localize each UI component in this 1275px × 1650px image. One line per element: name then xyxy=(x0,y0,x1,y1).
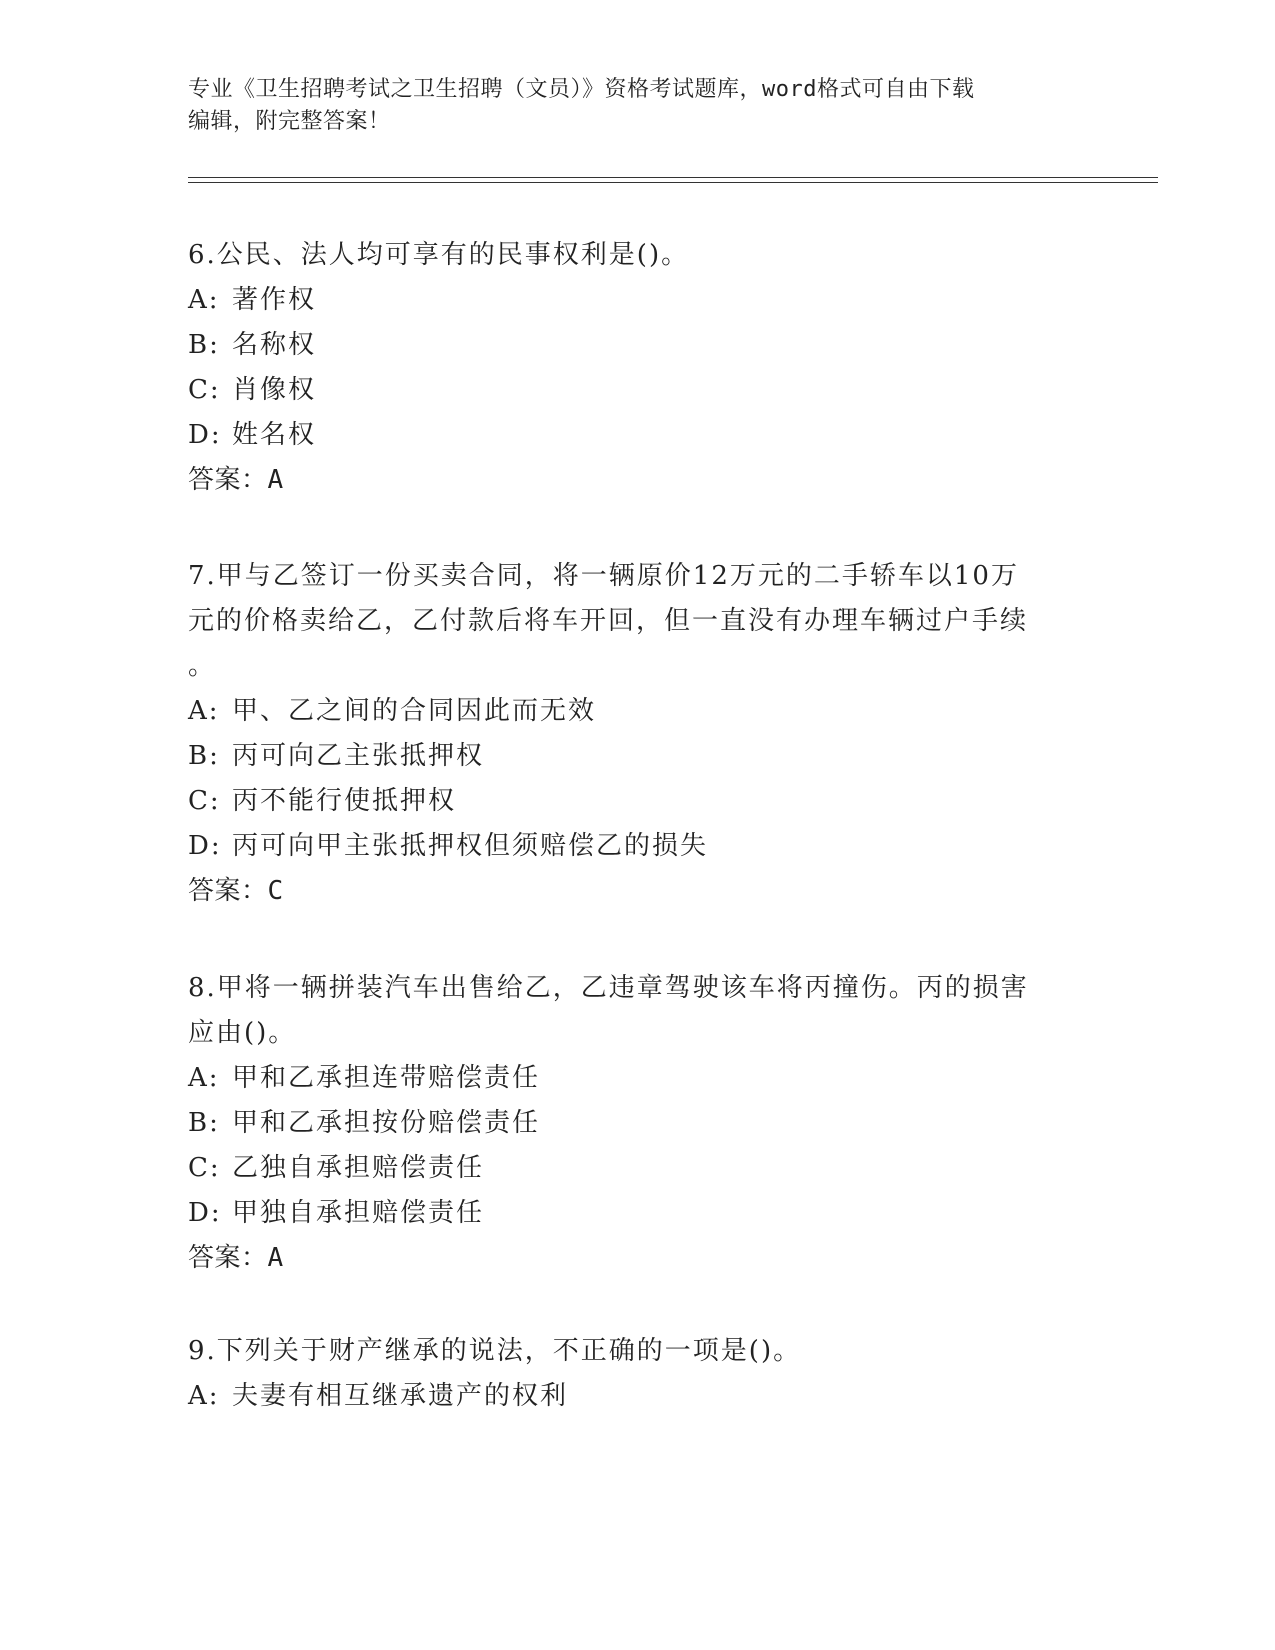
option-c xyxy=(188,779,1068,824)
option-text: 夫妻有相互继承遗产的权利 xyxy=(232,1381,569,1411)
option-text: 甲和乙承担连带赔偿责任 xyxy=(232,1063,541,1093)
question-stem: 9.下列关于财产继承的说法，不正确的一项是()。 xyxy=(188,1336,802,1366)
option-label: A: xyxy=(188,696,220,726)
option-label: A: xyxy=(188,285,220,315)
header-line-1: 专业《卫生招聘考试之卫生招聘（文员）》资格考试题库，word格式可自由下载 xyxy=(188,77,975,102)
option-text: 丙可向甲主张抵押权但须赔偿乙的损失 xyxy=(232,831,709,861)
question-stem-line-3: 。 xyxy=(188,651,217,681)
option-a xyxy=(188,689,1068,734)
question-stem-line-1: 7.甲与乙签订一份买卖合同，将一辆原价12万元的二手轿车以10万 xyxy=(188,561,1019,591)
document-header xyxy=(188,74,1068,138)
option-label: B: xyxy=(188,1108,220,1138)
option-c xyxy=(188,1146,1068,1191)
question-stem: 6.公民、法人均可享有的民事权利是()。 xyxy=(188,240,690,270)
option-text: 乙独自承担赔偿责任 xyxy=(232,1153,485,1183)
question-7 xyxy=(188,554,1068,914)
header-line-2: 编辑，附完整答案！ xyxy=(188,109,391,134)
answer-line: 答案：C xyxy=(188,876,284,906)
option-text: 甲、乙之间的合同因此而无效 xyxy=(232,696,597,726)
option-label: A: xyxy=(188,1063,220,1093)
option-label: A: xyxy=(188,1381,220,1411)
option-c xyxy=(188,368,1068,413)
option-a xyxy=(188,1056,1068,1101)
answer-line: 答案：A xyxy=(188,465,284,495)
option-label: B: xyxy=(188,741,220,771)
header-divider-top xyxy=(188,177,1158,178)
option-label: D: xyxy=(188,420,222,450)
option-text: 甲独自承担赔偿责任 xyxy=(232,1198,485,1228)
option-b xyxy=(188,323,1068,368)
question-8 xyxy=(188,966,1068,1281)
answer-line: 答案：A xyxy=(188,1243,284,1273)
header-divider-bottom xyxy=(188,182,1158,183)
option-label: B: xyxy=(188,330,220,360)
question-9 xyxy=(188,1329,1068,1419)
option-text: 著作权 xyxy=(232,285,317,315)
option-text: 丙不能行使抵押权 xyxy=(232,786,457,816)
option-text: 甲和乙承担按份赔偿责任 xyxy=(232,1108,541,1138)
option-d xyxy=(188,413,1068,458)
option-a xyxy=(188,1374,1068,1419)
question-stem-line-1: 8.甲将一辆拼装汽车出售给乙，乙违章驾驶该车将丙撞伤。丙的损害 xyxy=(188,973,1029,1003)
option-text: 姓名权 xyxy=(232,420,317,450)
option-label: C: xyxy=(188,1153,221,1183)
question-6 xyxy=(188,233,1068,503)
option-a xyxy=(188,278,1068,323)
option-label: C: xyxy=(188,786,221,816)
option-text: 名称权 xyxy=(232,330,317,360)
option-b xyxy=(188,1101,1068,1146)
option-label: D: xyxy=(188,831,222,861)
option-d xyxy=(188,824,1068,869)
option-label: C: xyxy=(188,375,221,405)
option-label: D: xyxy=(188,1198,222,1228)
option-text: 丙可向乙主张抵押权 xyxy=(232,741,485,771)
question-stem-line-2: 元的价格卖给乙，乙付款后将车开回，但一直没有办理车辆过户手续 xyxy=(188,606,1029,636)
option-b xyxy=(188,734,1068,779)
option-text: 肖像权 xyxy=(232,375,317,405)
question-stem-line-2: 应由()。 xyxy=(188,1018,297,1048)
option-d xyxy=(188,1191,1068,1236)
